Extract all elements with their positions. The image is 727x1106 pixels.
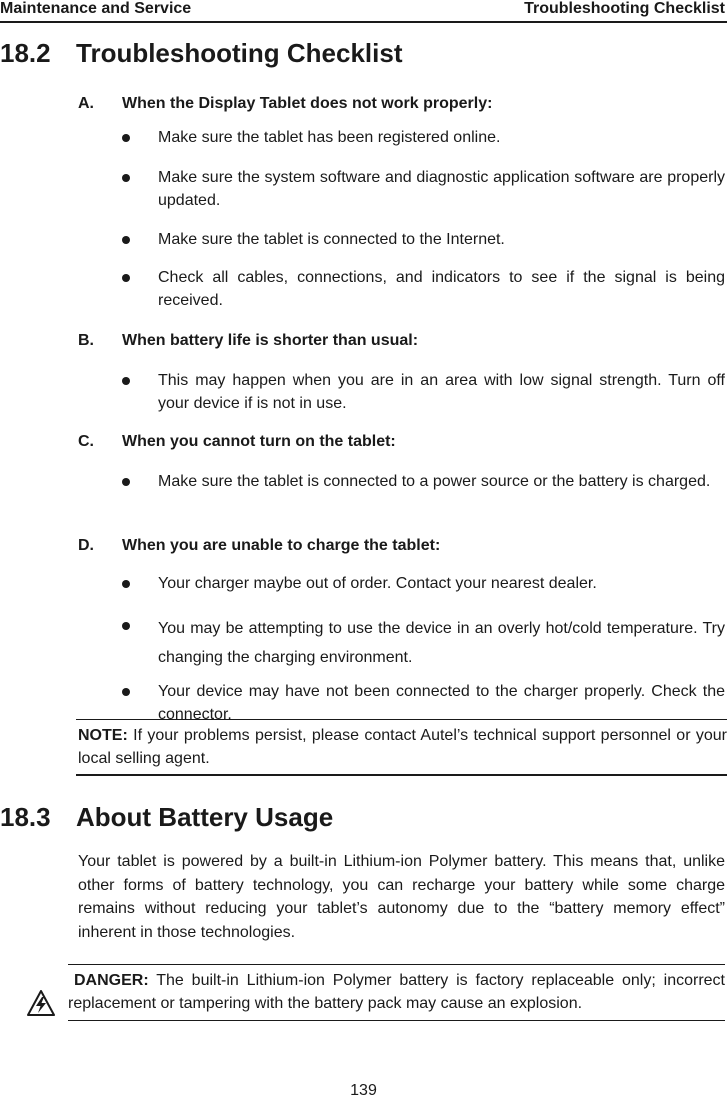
section-title: Troubleshooting Checklist bbox=[76, 38, 403, 68]
list-item: Your device may have not been connected to the charger properly. Check the connector. bbox=[122, 680, 725, 726]
danger-box bbox=[68, 964, 725, 1021]
subsection-title: When you cannot turn on the tablet: bbox=[122, 433, 396, 450]
subsection-letter: D. bbox=[78, 537, 94, 554]
section-number: 18.3 bbox=[0, 802, 51, 832]
page-number: 139 bbox=[350, 1082, 377, 1099]
subsection-a-heading bbox=[78, 94, 492, 114]
section-18-2-heading bbox=[0, 38, 402, 68]
bullet-icon bbox=[122, 236, 130, 244]
note-box bbox=[76, 719, 727, 776]
subsection-b-heading bbox=[78, 331, 418, 351]
list-item: This may happen when you are in an area with low signal strength. Turn off your device if is not in use. bbox=[122, 369, 725, 415]
subsection-title: When the Display Tablet does not work properly: bbox=[122, 95, 493, 112]
bullet-icon bbox=[122, 688, 130, 696]
bullet-icon bbox=[122, 134, 130, 142]
list-item: You may be attempting to use the device in an overly hot/cold temperature. Try changing the charging environment. bbox=[122, 614, 725, 672]
list-item: Make sure the tablet has been registered online. bbox=[122, 126, 725, 149]
subsection-letter: C. bbox=[78, 433, 94, 450]
high-voltage-warning-icon bbox=[27, 990, 55, 1016]
page-header bbox=[0, 0, 727, 23]
list-item: Make sure the tablet is connected to a power source or the battery is charged. bbox=[122, 470, 725, 493]
battery-paragraph: Your tablet is powered by a built-in Lithium-ion Polymer battery. This means that, unlike other forms of battery technology, you can recharge your battery while some charge remains without reducing your tablet’s autonomy due to the “battery memory effect” inherent in those technologies. bbox=[78, 853, 725, 941]
subsection-c-heading bbox=[78, 432, 396, 452]
header-section: Troubleshooting Checklist bbox=[524, 0, 725, 17]
list-item: Make sure the system software and diagnostic application software are properly updated. bbox=[122, 166, 725, 212]
section-18-3-heading bbox=[0, 802, 333, 832]
subsection-d-heading bbox=[78, 536, 440, 556]
note-text: If your problems persist, please contact Autel’s technical support personnel or your local selling agent. bbox=[78, 727, 727, 767]
danger-label: DANGER: bbox=[74, 972, 149, 989]
header-chapter: Maintenance and Service bbox=[0, 0, 192, 17]
list-item: Check all cables, connections, and indicators to see if the signal is being received. bbox=[122, 266, 725, 312]
subsection-letter: A. bbox=[78, 95, 94, 112]
note-label: NOTE: bbox=[78, 727, 128, 744]
list-item: Make sure the tablet is connected to the Internet. bbox=[122, 228, 725, 251]
list-item: Your charger maybe out of order. Contact your nearest dealer. bbox=[122, 572, 725, 595]
subsection-letter: B. bbox=[78, 332, 94, 349]
bullet-icon bbox=[122, 377, 130, 385]
danger-text: The built-in Lithium-ion Polymer battery is factory replaceable only; incorrect replacement or tampering with the battery pack may cause an explosion. bbox=[68, 972, 725, 1012]
subsection-title: When battery life is shorter than usual: bbox=[122, 332, 419, 349]
section-number: 18.2 bbox=[0, 38, 51, 68]
bullet-icon bbox=[122, 478, 130, 486]
bullet-icon bbox=[122, 622, 130, 630]
bullet-icon bbox=[122, 274, 130, 282]
section-title: About Battery Usage bbox=[76, 802, 334, 832]
bullet-icon bbox=[122, 580, 130, 588]
subsection-title: When you are unable to charge the tablet: bbox=[122, 537, 441, 554]
bullet-icon bbox=[122, 174, 130, 182]
